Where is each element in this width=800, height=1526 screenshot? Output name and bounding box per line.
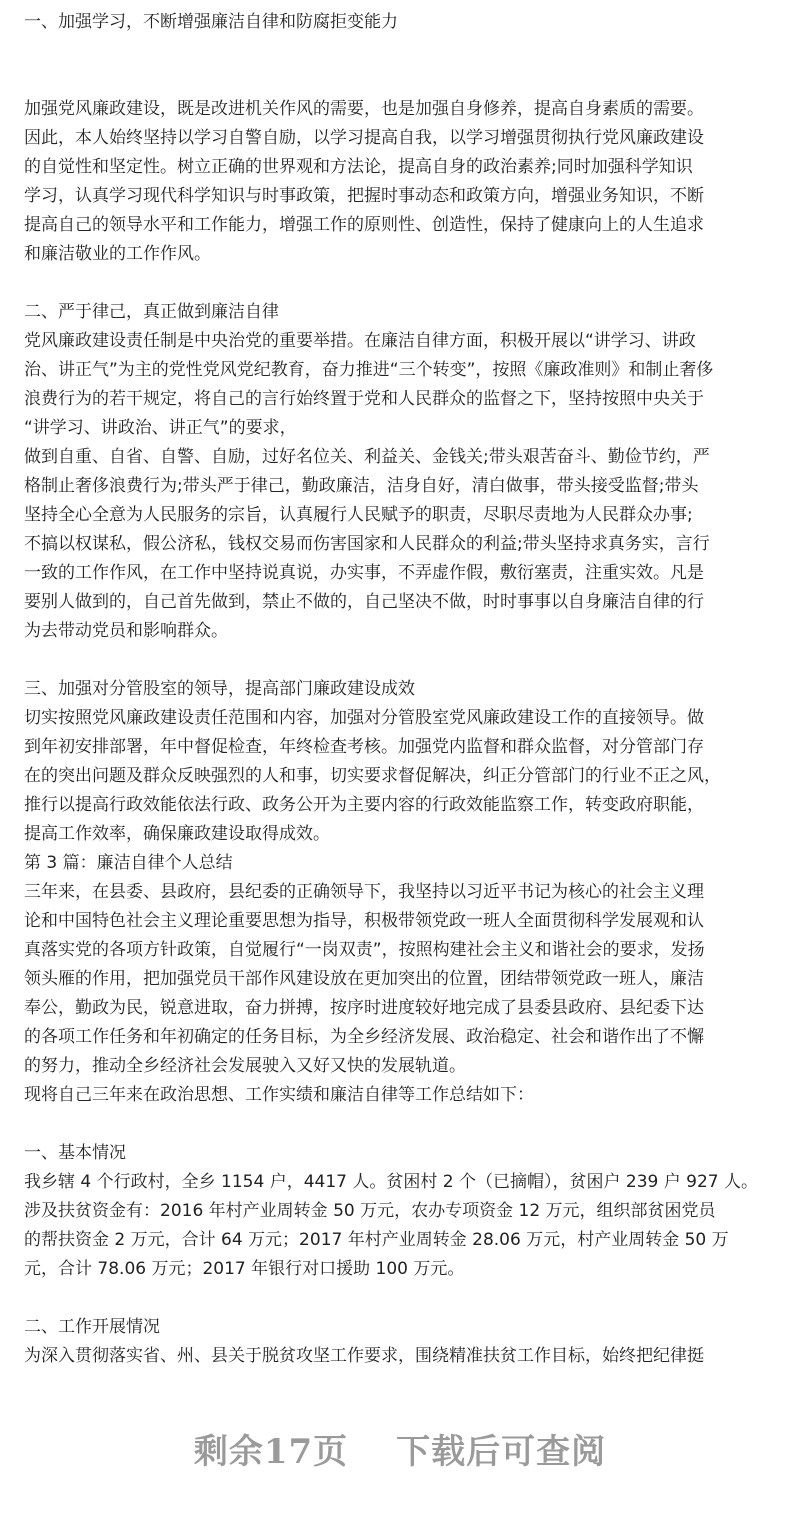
text-line: 浪费行为的若干规定，将自己的言行始终置于党和人民群众的监督之下，坚持按照中央关于 — [24, 389, 704, 409]
text-line: 三年来，在县委、县政府，县纪委的正确领导下，我坚持以习近平书记为核心的社会主义理 — [24, 882, 704, 902]
text-line: 的自觉性和坚定性。树立正确的世界观和方法论，提高自身的政治素养;同时加强科学知识 — [24, 157, 693, 177]
text-line: 现将自己三年来在政治思想、工作实绩和廉洁自律等工作总结如下： — [24, 1085, 534, 1105]
text-line: 领头雁的作用，把加强党员干部作风建设放在更加突出的位置，团结带领党政一班人，廉洁 — [24, 969, 704, 989]
text-line: 到年初安排部署，年中督促检查，年终检查考核。加强党内监督和群众监督，对分管部门存 — [24, 737, 704, 757]
text-line: 二、严于律己，真正做到廉洁自律 — [24, 302, 279, 322]
text-line: 的帮扶资金 2 万元，合计 64 万元；2017 年村产业周转金 28.06 万元，村产业周转金 50 万 — [24, 1230, 729, 1250]
text-line: 第 3 篇：廉洁自律个人总结 — [24, 853, 233, 873]
text-line: 为去带动党员和影响群众。 — [24, 621, 228, 641]
text-line: 奉公，勤政为民，锐意进取，奋力拼搏，按序时进度较好地完成了县委县政府、县纪委下达 — [24, 998, 704, 1018]
text-line: 元，合计 78.06 万元；2017 年银行对口援助 100 万元。 — [24, 1259, 465, 1279]
text-line: 在的突出问题及群众反映强烈的人和事，切实要求督促解决，纠正分管部门的行业不正之风， — [24, 766, 721, 786]
paragraph-spacer — [24, 269, 784, 298]
text-line: 三、加强对分管股室的领导，提高部门廉政建设成效 — [24, 679, 415, 699]
text-line: 格制止奢侈浪费行为;带头严于律己，勤政廉洁，洁身自好，清白做事，带头接受监督;带头 — [24, 476, 699, 496]
text-line: 涉及扶贫资金有：2016 年村产业周转金 50 万元，农办专项资金 12 万元，组织部贫困党员 — [24, 1201, 716, 1221]
text-line: 我乡辖 4 个行政村，全乡 1154 户，4417 人。贫困村 2 个（已摘帽），贫困户 239 户 927 人。 — [24, 1172, 758, 1192]
text-line: 一致的工作作风，在工作中坚持说真说，办实事，不弄虚作假，敷衍塞责，注重实效。凡是 — [24, 563, 704, 583]
document-body — [24, 8, 784, 1371]
download-prompt[interactable] — [0, 1424, 800, 1473]
text-line: 论和中国特色社会主义理论重要思想为指导，积极带领党政一班人全面贯彻科学发展观和认 — [24, 911, 704, 931]
text-line: 和廉洁敬业的工作作风。 — [24, 244, 211, 264]
text-line: 一、加强学习，不断增强廉洁自律和防腐拒变能力 — [24, 12, 398, 32]
paragraph-spacer — [24, 37, 784, 95]
remaining-pages-label: 剩余17页 — [193, 1432, 349, 1472]
text-line: 的各项工作任务和年初确定的任务目标，为全乡经济发展、政治稳定、社会和谐作出了不懈 — [24, 1027, 704, 1047]
text-line: 加强党风廉政建设，既是改进机关作风的需要，也是加强自身修养，提高自身素质的需要。 — [24, 99, 704, 119]
text-line: 二、工作开展情况 — [24, 1317, 160, 1337]
text-line: 坚持全心全意为人民服务的宗旨，认真履行人民赋予的职责，尽职尽责地为人民群众办事; — [24, 505, 693, 525]
text-line: 因此，本人始终坚持以学习自警自励，以学习提高自我，以学习增强贯彻执行党风廉政建设 — [24, 128, 704, 148]
download-to-view-label: 下载后可查阅 — [396, 1432, 607, 1472]
text-line: 党风廉政建设责任制是中央治党的重要举措。在廉洁自律方面，积极开展以“讲学习、讲政 — [24, 331, 696, 351]
text-line: 一、基本情况 — [24, 1143, 126, 1163]
text-line: 学习，认真学习现代科学知识与时事政策，把握时事动态和政策方向，增强业务知识，不断 — [24, 186, 704, 206]
text-line: “讲学习、讲政治、讲正气”的要求， — [24, 418, 297, 438]
text-line: 做到自重、自省、自警、自励，过好名位关、利益关、金钱关;带头艰苦奋斗、勤俭节约，严 — [24, 447, 710, 467]
text-line: 的努力，推动全乡经济社会发展驶入又好又快的发展轨道。 — [24, 1056, 466, 1076]
text-line: 提高工作效率，确保廉政建设取得成效。 — [24, 824, 330, 844]
text-line: 治、讲正气”为主的党性党风党纪教育，奋力推进“三个转变”，按照《廉政准则》和制止奢侈 — [24, 360, 714, 380]
text-line: 切实按照党风廉政建设责任范围和内容，加强对分管股室党风廉政建设工作的直接领导。做 — [24, 708, 704, 728]
text-line: 推行以提高行政效能依法行政、政务公开为主要内容的行政效能监察工作，转变政府职能， — [24, 795, 704, 815]
text-line: 要别人做到的，自己首先做到，禁止不做的，自己坚决不做，时时事事以自身廉洁自律的行 — [24, 592, 704, 612]
paragraph-spacer — [24, 1284, 784, 1313]
text-line: 不搞以权谋私，假公济私，钱权交易而伤害国家和人民群众的利益;带头坚持求真务实，言行 — [24, 534, 710, 554]
paragraph-spacer — [24, 1110, 784, 1139]
paragraph-spacer — [24, 646, 784, 675]
text-line: 为深入贯彻落实省、州、县关于脱贫攻坚工作要求，围绕精准扶贫工作目标，始终把纪律挺 — [24, 1346, 704, 1366]
text-line: 提高自己的领导水平和工作能力，增强工作的原则性、创造性，保持了健康向上的人生追求 — [24, 215, 704, 235]
text-line: 真落实党的各项方针政策，自觉履行“一岗双责”，按照构建社会主义和谐社会的要求，发扬 — [24, 940, 705, 960]
